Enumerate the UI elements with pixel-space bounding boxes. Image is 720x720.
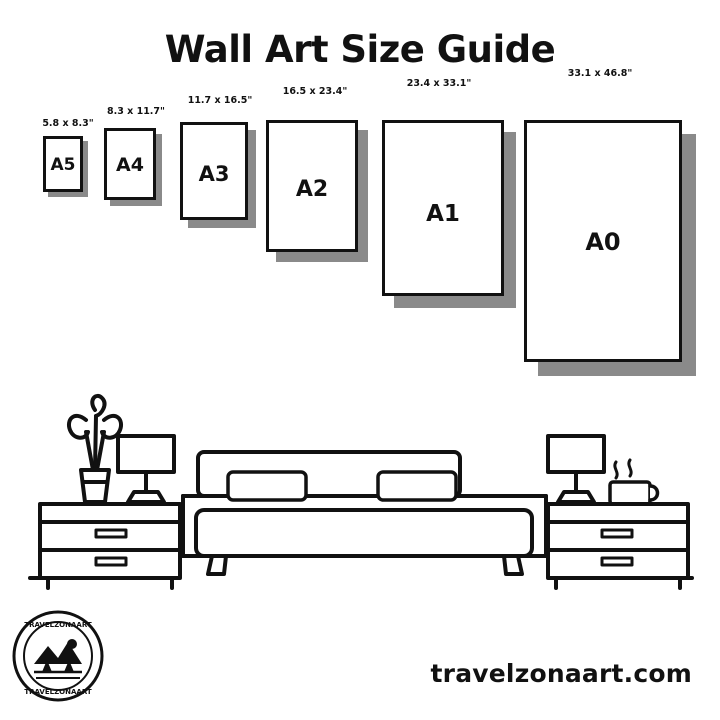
frame-name-a2: A2 — [295, 177, 329, 202]
frame-box-a4 — [104, 128, 156, 200]
frame-dimensions-a3: 11.7 x 16.5" — [187, 95, 253, 106]
frame-dimensions-a2: 16.5 x 23.4" — [282, 86, 348, 97]
logo-text-top: TRAVELZONAART — [24, 621, 92, 629]
frame-box-a5 — [43, 136, 83, 192]
frame-box-a2 — [266, 120, 358, 252]
frame-box-a0 — [524, 120, 682, 362]
frame-box-a3 — [180, 122, 248, 220]
frame-dimensions-a5: 5.8 x 8.3" — [42, 118, 94, 129]
nightstand-right — [548, 504, 688, 588]
frame-name-a5: A5 — [50, 155, 76, 175]
frame-name-a1: A1 — [426, 201, 460, 227]
logo-text-bottom: TRAVELZONAART — [24, 688, 92, 696]
frame-dimensions-a4: 8.3 x 11.7" — [107, 106, 165, 117]
plant-illustration — [69, 396, 121, 502]
frame-dimensions-a1: 23.4 x 33.1" — [406, 78, 472, 89]
website-url: travelzonaart.com — [430, 659, 692, 688]
frame-box-a1 — [382, 120, 504, 296]
bedroom-scene-illustration — [0, 370, 720, 610]
frame-dimensions-a0: 33.1 x 46.8" — [567, 68, 633, 79]
frame-name-a3: A3 — [198, 162, 230, 186]
bed-illustration — [183, 452, 546, 574]
frame-name-a0: A0 — [585, 228, 621, 256]
page-title: Wall Art Size Guide — [164, 28, 556, 71]
brand-logo — [12, 610, 104, 702]
coffee-cup-illustration — [610, 460, 658, 504]
lamp-left-illustration — [118, 436, 174, 502]
lamp-right-illustration — [548, 436, 604, 502]
nightstand-left — [40, 504, 180, 588]
frame-name-a4: A4 — [116, 154, 144, 176]
